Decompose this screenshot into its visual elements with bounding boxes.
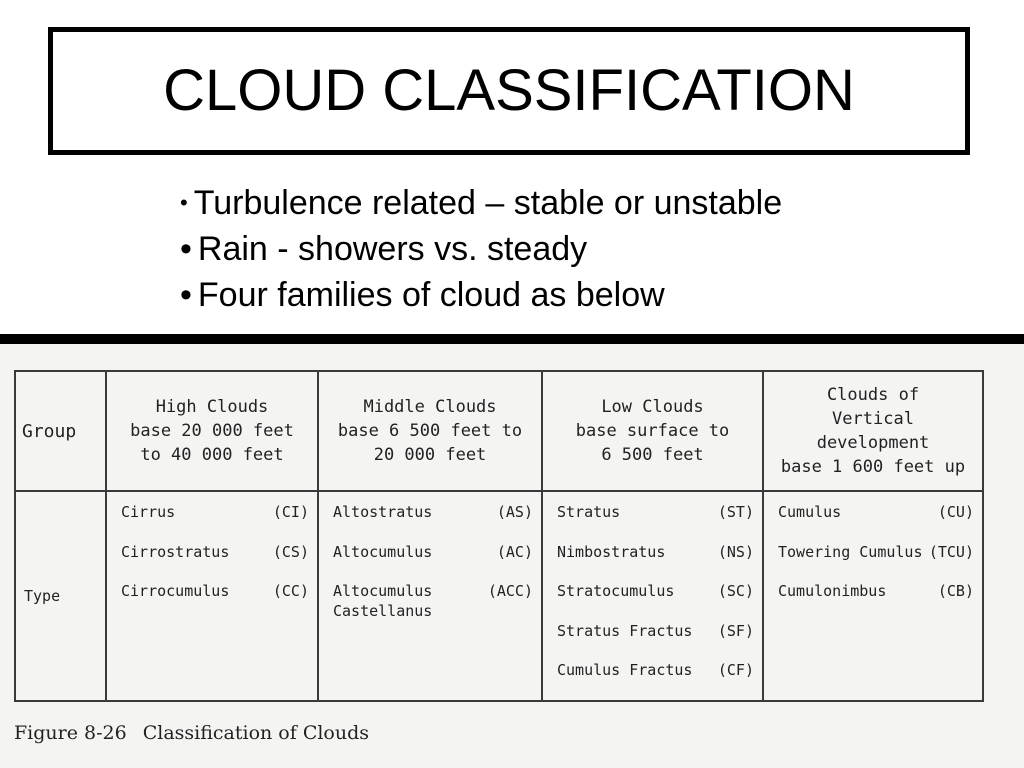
column-header-text	[107, 372, 317, 490]
type-cell	[106, 491, 318, 701]
type-list	[764, 492, 982, 621]
bullet-dot-icon: •	[180, 230, 192, 268]
cloud-type-row	[333, 581, 533, 621]
column-header-text	[319, 372, 541, 490]
cloud-type-abbr: (AC)	[496, 542, 533, 561]
column-header-line: Clouds of	[826, 385, 920, 405]
cloud-type-row	[778, 502, 974, 542]
type-list	[319, 492, 541, 621]
cloud-type-abbr: (CF)	[717, 661, 754, 679]
cloud-type-row	[121, 502, 309, 542]
column-header-line: Middle Clouds	[363, 397, 497, 417]
figure-caption	[14, 722, 369, 744]
bullet-item	[180, 180, 782, 226]
type-list	[543, 492, 762, 700]
cloud-type-abbr: (CS)	[272, 542, 309, 561]
column-header-line: 6 500 feet	[601, 445, 704, 465]
column-header	[763, 371, 983, 491]
caption-text: Classification of Clouds	[142, 722, 370, 744]
cloud-type-row	[557, 621, 754, 661]
column-header-line: Vertical	[832, 409, 914, 429]
table-type-row	[15, 491, 983, 701]
cloud-type-abbr: (CB)	[937, 582, 974, 600]
cloud-type-name: Cumulonimbus	[778, 582, 887, 600]
bullet-list	[180, 180, 782, 318]
group-header-cell	[15, 371, 106, 491]
column-header-text	[764, 372, 982, 490]
divider	[0, 334, 1024, 344]
cloud-type-name: Cirrocumulus	[121, 582, 230, 600]
cloud-type-name: Altostratus	[333, 503, 433, 521]
cloud-type-abbr: (AS)	[496, 503, 533, 521]
cloud-type-row	[778, 581, 974, 621]
cloud-type-abbr: (CC)	[272, 582, 309, 600]
slide-title: CLOUD CLASSIFICATION	[163, 58, 855, 123]
bullet-text: Turbulence related – stable or unstable	[193, 184, 783, 222]
column-header	[542, 371, 763, 491]
type-cell	[318, 491, 542, 701]
column-header-line: development	[816, 433, 930, 453]
cloud-type-name: Nimbostratus	[557, 542, 666, 561]
column-header-line: to 40 000 feet	[140, 445, 284, 465]
type-label: Type	[24, 586, 61, 605]
cloud-type-row	[121, 581, 309, 621]
table-header-row	[15, 371, 983, 491]
cloud-type-name: Towering Cumulus	[778, 542, 923, 561]
cloud-type-abbr: (ACC)	[487, 582, 533, 600]
cloud-classification-table	[14, 370, 984, 702]
type-cell	[763, 491, 983, 701]
cloud-type-name: Cirrus	[121, 503, 176, 521]
bullet-text: Four families of cloud as below	[197, 276, 665, 314]
cloud-type-abbr: (SF)	[717, 621, 754, 640]
cloud-type-abbr: (CU)	[937, 503, 974, 521]
column-header-line: base 1 600 feet up	[780, 457, 966, 477]
figure-number: Figure 8-26	[14, 722, 127, 744]
cloud-type-name: Cumulus Fractus	[557, 661, 693, 679]
cloud-type-row	[557, 502, 754, 542]
bullet-dot-icon: •	[180, 276, 192, 314]
column-header	[318, 371, 542, 491]
scanned-figure	[0, 344, 1024, 768]
cloud-type-name: Cumulus	[778, 503, 842, 521]
cloud-type-row	[333, 502, 533, 542]
cloud-type-name: Altocumulus Castellanus	[333, 582, 433, 620]
cloud-type-row	[557, 660, 754, 700]
column-header-line: base 6 500 feet to	[337, 421, 523, 441]
cloud-type-row	[557, 581, 754, 621]
group-label: Group	[22, 420, 77, 442]
column-header-line: High Clouds	[155, 397, 269, 417]
cloud-type-row	[333, 542, 533, 582]
bullet-text: Rain - showers vs. steady	[197, 230, 588, 268]
column-header-text	[543, 372, 762, 490]
cloud-type-name: Stratus Fractus	[557, 621, 693, 640]
column-header-line: base surface to	[575, 421, 730, 441]
cloud-type-abbr: (SC)	[717, 582, 754, 600]
cloud-type-abbr: (NS)	[717, 542, 754, 561]
cloud-type-name: Cirrostratus	[121, 542, 230, 561]
cloud-type-abbr: (CI)	[272, 503, 309, 521]
cloud-type-row	[557, 542, 754, 582]
column-header-line: 20 000 feet	[373, 445, 487, 465]
cloud-type-row	[778, 542, 974, 582]
column-header	[106, 371, 318, 491]
cloud-type-name: Stratus	[557, 503, 621, 521]
column-header-line: base 20 000 feet	[130, 421, 294, 441]
column-header-line: Low Clouds	[601, 397, 704, 417]
bullet-item	[180, 272, 782, 318]
type-cell	[542, 491, 763, 701]
cloud-type-abbr: (TCU)	[928, 542, 974, 561]
title-box	[48, 27, 970, 155]
type-header-cell	[15, 491, 106, 701]
cloud-type-name: Stratocumulus	[557, 582, 675, 600]
cloud-type-abbr: (ST)	[717, 503, 754, 521]
bullet-item	[180, 226, 782, 272]
cloud-type-name: Altocumulus	[333, 542, 433, 561]
cloud-type-row	[121, 542, 309, 582]
type-list	[107, 492, 317, 621]
bullet-dot-icon: •	[180, 190, 188, 215]
